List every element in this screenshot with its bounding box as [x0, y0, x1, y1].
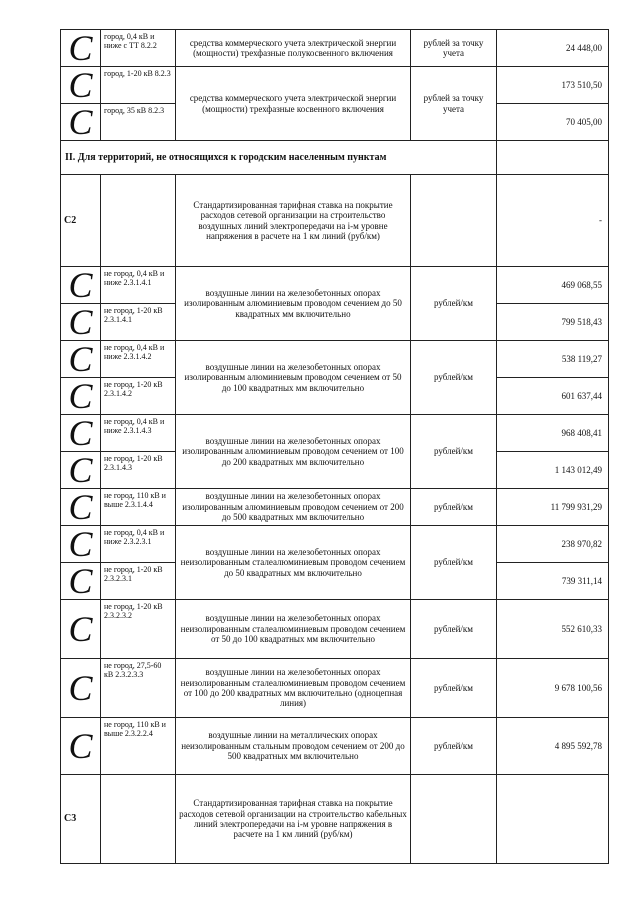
rate-code: не город, 1-20 кВ 2.3.1.4.3: [101, 452, 176, 489]
rate-symbol: С: [61, 267, 101, 304]
rate-symbol: С: [61, 600, 101, 659]
table-row: [61, 775, 609, 864]
rate-unit: рублей за точку учета: [411, 67, 497, 141]
rate-value: 173 510,50: [497, 67, 609, 104]
rate-unit: рублей/км: [411, 526, 497, 600]
rate-value: 799 518,43: [497, 304, 609, 341]
rate-description: воздушные линии на железобетонных опорах изолированным алюминиевым проводом сечением от 200 до 500 квадратных мм включительно: [176, 489, 411, 526]
rate-unit: рублей/км: [411, 341, 497, 415]
rate-value: 11 799 931,29: [497, 489, 609, 526]
rate-symbol: С: [61, 104, 101, 141]
table-row: [61, 415, 609, 452]
rate-code: не город, 0,4 кВ и ниже 2.3.2.3.1: [101, 526, 176, 563]
rate-value: 1 143 012,49: [497, 452, 609, 489]
rate-label: С3: [61, 775, 101, 864]
rate-description: воздушные линии на металлических опорах неизолированным стальным проводом сечением от 200 до 500 квадратных мм включительно: [176, 718, 411, 775]
rate-code: не город, 1-20 кВ 2.3.1.4.1: [101, 304, 176, 341]
rate-value: -: [497, 175, 609, 267]
rate-description: воздушные линии на железобетонных опорах неизолированным сталеалюминиевым проводом сечением от 100 до 200 квадратных мм включительно (одноцепная линия): [176, 659, 411, 718]
rate-symbol: С: [61, 378, 101, 415]
rate-value: 9 678 100,56: [497, 659, 609, 718]
rate-value: 538 119,27: [497, 341, 609, 378]
rate-code: не город, 0,4 кВ и ниже 2.3.1.4.1: [101, 267, 176, 304]
table-row: [61, 341, 609, 378]
rate-value: 24 448,00: [497, 30, 609, 67]
rate-unit: рублей/км: [411, 489, 497, 526]
rate-symbol: С: [61, 489, 101, 526]
table-row: [61, 267, 609, 304]
rate-symbol: С: [61, 659, 101, 718]
rate-symbol: С: [61, 563, 101, 600]
rate-unit: рублей/км: [411, 659, 497, 718]
rate-code: не город, 1-20 кВ 2.3.1.4.2: [101, 378, 176, 415]
rate-code: не город, 0,4 кВ и ниже 2.3.1.4.2: [101, 341, 176, 378]
rate-value: 739 311,14: [497, 563, 609, 600]
rate-unit: рублей/км: [411, 718, 497, 775]
rate-code: не город, 110 кВ и выше 2.3.1.4.4: [101, 489, 176, 526]
rate-unit: рублей за точку учета: [411, 30, 497, 67]
table-row: [61, 659, 609, 718]
rate-symbol: С: [61, 718, 101, 775]
rate-description: воздушные линии на железобетонных опорах изолированным алюминиевым проводом сечением до 50 квадратных мм включительно: [176, 267, 411, 341]
rate-value: 70 405,00: [497, 104, 609, 141]
table-row: [61, 30, 609, 67]
rate-code: не город, 0,4 кВ и ниже 2.3.1.4.3: [101, 415, 176, 452]
table-row: [61, 67, 609, 104]
rate-description: воздушные линии на железобетонных опорах неизолированным сталеалюминиевым проводом сечением от 50 до 100 квадратных мм включительно: [176, 600, 411, 659]
rate-value: 601 637,44: [497, 378, 609, 415]
rate-value: 968 408,41: [497, 415, 609, 452]
rate-code: не город, 27,5-60 кВ 2.3.2.3.3: [101, 659, 176, 718]
rate-label: С2: [61, 175, 101, 267]
rate-description: воздушные линии на железобетонных опорах изолированным алюминиевым проводом сечением от 50 до 100 квадратных мм включительно: [176, 341, 411, 415]
rate-symbol: С: [61, 30, 101, 67]
rate-symbol: С: [61, 415, 101, 452]
rate-description: средства коммерческого учета электрической энергии (мощности) трехфазные косвенного включения: [176, 67, 411, 141]
rate-description: Стандартизированная тарифная ставка на покрытие расходов сетевой организации на строительство воздушных линий электропередачи на i-м уровне напряжения в расчете на 1 км линий (руб/км): [176, 175, 411, 267]
table-row: [61, 600, 609, 659]
rate-value: 469 068,55: [497, 267, 609, 304]
rate-value: 552 610,33: [497, 600, 609, 659]
rate-symbol: С: [61, 304, 101, 341]
table-row: [61, 718, 609, 775]
table-row: [61, 175, 609, 267]
section-header-row: [61, 141, 609, 175]
rate-code: не город, 110 кВ и выше 2.3.2.2.4: [101, 718, 176, 775]
table-row: [61, 526, 609, 563]
rate-code: не город, 1-20 кВ 2.3.2.3.2: [101, 600, 176, 659]
rate-symbol: С: [61, 526, 101, 563]
rate-value: 4 895 592,78: [497, 718, 609, 775]
rate-unit: рублей/км: [411, 415, 497, 489]
rate-description: Стандартизированная тарифная ставка на покрытие расходов сетевой организации на строительство кабельных линий электропередачи на i-м уровне напряжения в расчете на 1 км линий (руб/км): [176, 775, 411, 864]
rate-code: не город, 1-20 кВ 2.3.2.3.1: [101, 563, 176, 600]
rate-description: воздушные линии на железобетонных опорах изолированным алюминиевым проводом сечением от 100 до 200 квадратных мм включительно: [176, 415, 411, 489]
rate-code: город, 1-20 кВ 8.2.3: [101, 67, 176, 104]
rate-code: город, 35 кВ 8.2.3: [101, 104, 176, 141]
section-heading: II. Для территорий, не относящихся к городским населенным пунктам: [61, 141, 497, 175]
rate-code: город, 0,4 кВ и ниже с ТТ 8.2.2: [101, 30, 176, 67]
rate-symbol: С: [61, 452, 101, 489]
rate-value: 238 970,82: [497, 526, 609, 563]
rate-unit: рублей/км: [411, 267, 497, 341]
rate-description: средства коммерческого учета электрической энергии (мощности) трехфазные полукосвенного включения: [176, 30, 411, 67]
rate-unit: рублей/км: [411, 600, 497, 659]
rate-symbol: С: [61, 67, 101, 104]
rate-description: воздушные линии на железобетонных опорах неизолированным сталеалюминиевым проводом сечением до 50 квадратных мм включительно: [176, 526, 411, 600]
table-row: [61, 489, 609, 526]
rate-symbol: С: [61, 341, 101, 378]
tariff-table: [60, 29, 609, 864]
